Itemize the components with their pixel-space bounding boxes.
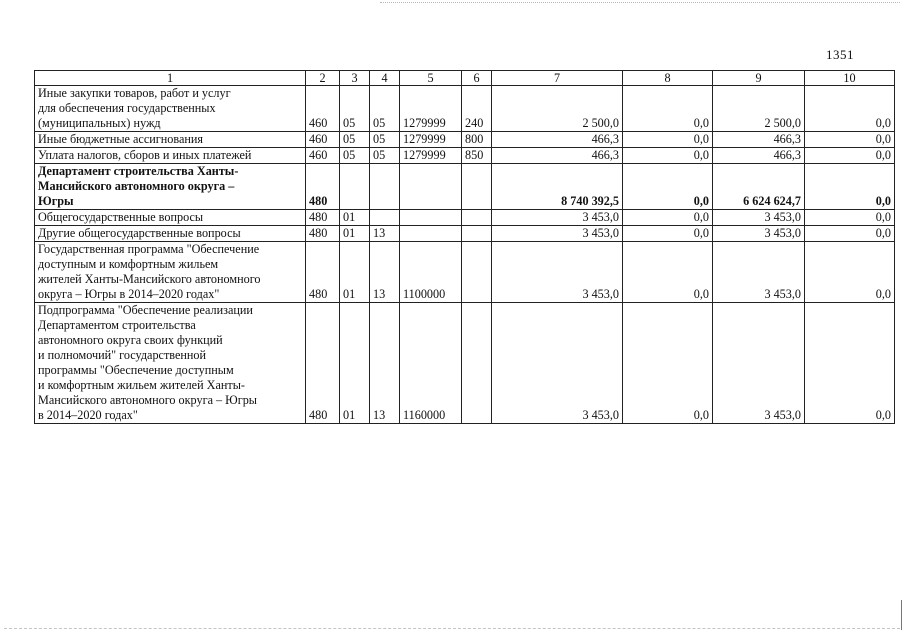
row-name-line: Иные бюджетные ассигнования [38, 132, 204, 146]
page-number: 1351 [826, 47, 854, 62]
cell-col-9: 3 453,0 [713, 226, 805, 242]
cell-col-8: 0,0 [623, 132, 713, 148]
cell-col-4: 13 [370, 242, 400, 303]
row-name-line: Другие общегосударственные вопросы [38, 226, 241, 240]
cell-col-10: 0,0 [805, 148, 895, 164]
cell-col-6 [462, 226, 492, 242]
cell-col-3: 05 [340, 132, 370, 148]
column-header: 6 [462, 71, 492, 86]
cell-col-3: 01 [340, 226, 370, 242]
cell-col-10: 0,0 [805, 132, 895, 148]
cell-col-4 [370, 164, 400, 210]
cell-col-5: 1100000 [400, 242, 462, 303]
row-name-line: программы "Обеспечение доступным [38, 363, 234, 377]
cell-col-9: 2 500,0 [713, 86, 805, 132]
row-name-line: Общегосударственные вопросы [38, 210, 204, 224]
row-name-line: для обеспечения государственных [38, 101, 216, 115]
cell-col-5 [400, 210, 462, 226]
column-header: 8 [623, 71, 713, 86]
cell-col-3: 05 [340, 86, 370, 132]
row-name-cell [35, 226, 306, 242]
cell-col-6 [462, 164, 492, 210]
row-name-line: Департамент строительства Ханты- [38, 164, 239, 178]
table-row [35, 226, 895, 242]
row-name-line: и полномочий" государственной [38, 348, 207, 362]
cell-col-7: 3 453,0 [492, 242, 623, 303]
table-row [35, 210, 895, 226]
cell-col-7: 466,3 [492, 132, 623, 148]
column-header: 10 [805, 71, 895, 86]
column-header: 1 [35, 71, 306, 86]
row-name-cell [35, 210, 306, 226]
cell-col-5: 1279999 [400, 132, 462, 148]
row-name-line: и комфортным жильем жителей Ханты- [38, 378, 245, 392]
cell-col-7: 466,3 [492, 148, 623, 164]
cell-col-4: 13 [370, 226, 400, 242]
cell-col-7: 3 453,0 [492, 226, 623, 242]
scan-edge-top [380, 2, 900, 3]
row-name-line: Подпрограмма "Обеспечение реализации [38, 303, 253, 317]
cell-col-8: 0,0 [623, 242, 713, 303]
row-name-line: Мансийского автономного округа – [38, 179, 235, 193]
budget-table [34, 70, 895, 424]
row-name-cell [35, 132, 306, 148]
cell-col-5 [400, 226, 462, 242]
row-name-cell [35, 148, 306, 164]
cell-col-2: 460 [306, 148, 340, 164]
column-header: 9 [713, 71, 805, 86]
table-row [35, 148, 895, 164]
cell-col-10: 0,0 [805, 242, 895, 303]
cell-col-6 [462, 303, 492, 424]
cell-col-7: 3 453,0 [492, 303, 623, 424]
cell-col-5: 1279999 [400, 86, 462, 132]
column-header: 3 [340, 71, 370, 86]
cell-col-10: 0,0 [805, 86, 895, 132]
cell-col-9: 3 453,0 [713, 242, 805, 303]
cell-col-9: 3 453,0 [713, 210, 805, 226]
row-name-line: жителей Ханты-Мансийского автономного [38, 272, 261, 286]
cell-col-2: 480 [306, 210, 340, 226]
cell-col-4: 13 [370, 303, 400, 424]
column-header: 7 [492, 71, 623, 86]
row-name-cell [35, 86, 306, 132]
cell-col-3: 05 [340, 148, 370, 164]
cell-col-2: 480 [306, 226, 340, 242]
row-name-line: Мансийского автономного округа – Югры [38, 393, 257, 407]
cell-col-8: 0,0 [623, 210, 713, 226]
cell-col-2: 480 [306, 242, 340, 303]
row-name-line: Уплата налогов, сборов и иных платежей [38, 148, 252, 162]
row-name-line: округа – Югры в 2014–2020 годах" [38, 287, 220, 301]
cell-col-6 [462, 210, 492, 226]
scan-edge-bottom [4, 628, 900, 629]
budget-table-body [35, 71, 895, 424]
cell-col-2: 460 [306, 132, 340, 148]
cell-col-6 [462, 242, 492, 303]
row-name-line: Государственная программа "Обеспечение [38, 242, 260, 256]
cell-col-8: 0,0 [623, 226, 713, 242]
cell-col-10: 0,0 [805, 303, 895, 424]
row-name-line: в 2014–2020 годах" [38, 408, 138, 422]
row-name-line: автономного округа своих функций [38, 333, 223, 347]
cell-col-3: 01 [340, 303, 370, 424]
cell-col-2: 460 [306, 86, 340, 132]
cell-col-8: 0,0 [623, 303, 713, 424]
cell-col-4: 05 [370, 86, 400, 132]
cell-col-6: 850 [462, 148, 492, 164]
cell-col-9: 466,3 [713, 148, 805, 164]
row-name-line: Югры [38, 194, 74, 208]
row-name-line: доступным и комфортным жильем [38, 257, 219, 271]
column-header: 2 [306, 71, 340, 86]
column-header: 4 [370, 71, 400, 86]
cell-col-6: 240 [462, 86, 492, 132]
column-header: 5 [400, 71, 462, 86]
table-row [35, 132, 895, 148]
table-row [35, 164, 895, 210]
cell-col-7: 2 500,0 [492, 86, 623, 132]
row-name-cell [35, 242, 306, 303]
row-name-line: Иные закупки товаров, работ и услуг [38, 86, 231, 100]
cell-col-2: 480 [306, 164, 340, 210]
cell-col-6: 800 [462, 132, 492, 148]
cell-col-3 [340, 164, 370, 210]
cell-col-4: 05 [370, 148, 400, 164]
cell-col-4: 05 [370, 132, 400, 148]
scan-edge-right [901, 600, 902, 630]
cell-col-9: 466,3 [713, 132, 805, 148]
cell-col-5: 1160000 [400, 303, 462, 424]
cell-col-5 [400, 164, 462, 210]
cell-col-3: 01 [340, 242, 370, 303]
cell-col-2: 480 [306, 303, 340, 424]
cell-col-8: 0,0 [623, 164, 713, 210]
cell-col-10: 0,0 [805, 226, 895, 242]
table-row [35, 242, 895, 303]
table-row [35, 86, 895, 132]
cell-col-10: 0,0 [805, 210, 895, 226]
row-name-line: (муниципальных) нужд [38, 116, 161, 130]
row-name-cell [35, 164, 306, 210]
column-header-row [35, 71, 895, 86]
cell-col-7: 3 453,0 [492, 210, 623, 226]
cell-col-7: 8 740 392,5 [492, 164, 623, 210]
cell-col-9: 6 624 624,7 [713, 164, 805, 210]
cell-col-10: 0,0 [805, 164, 895, 210]
row-name-cell [35, 303, 306, 424]
cell-col-3: 01 [340, 210, 370, 226]
cell-col-8: 0,0 [623, 86, 713, 132]
cell-col-8: 0,0 [623, 148, 713, 164]
cell-col-4 [370, 210, 400, 226]
cell-col-9: 3 453,0 [713, 303, 805, 424]
row-name-line: Департаментом строительства [38, 318, 196, 332]
cell-col-5: 1279999 [400, 148, 462, 164]
table-row [35, 303, 895, 424]
